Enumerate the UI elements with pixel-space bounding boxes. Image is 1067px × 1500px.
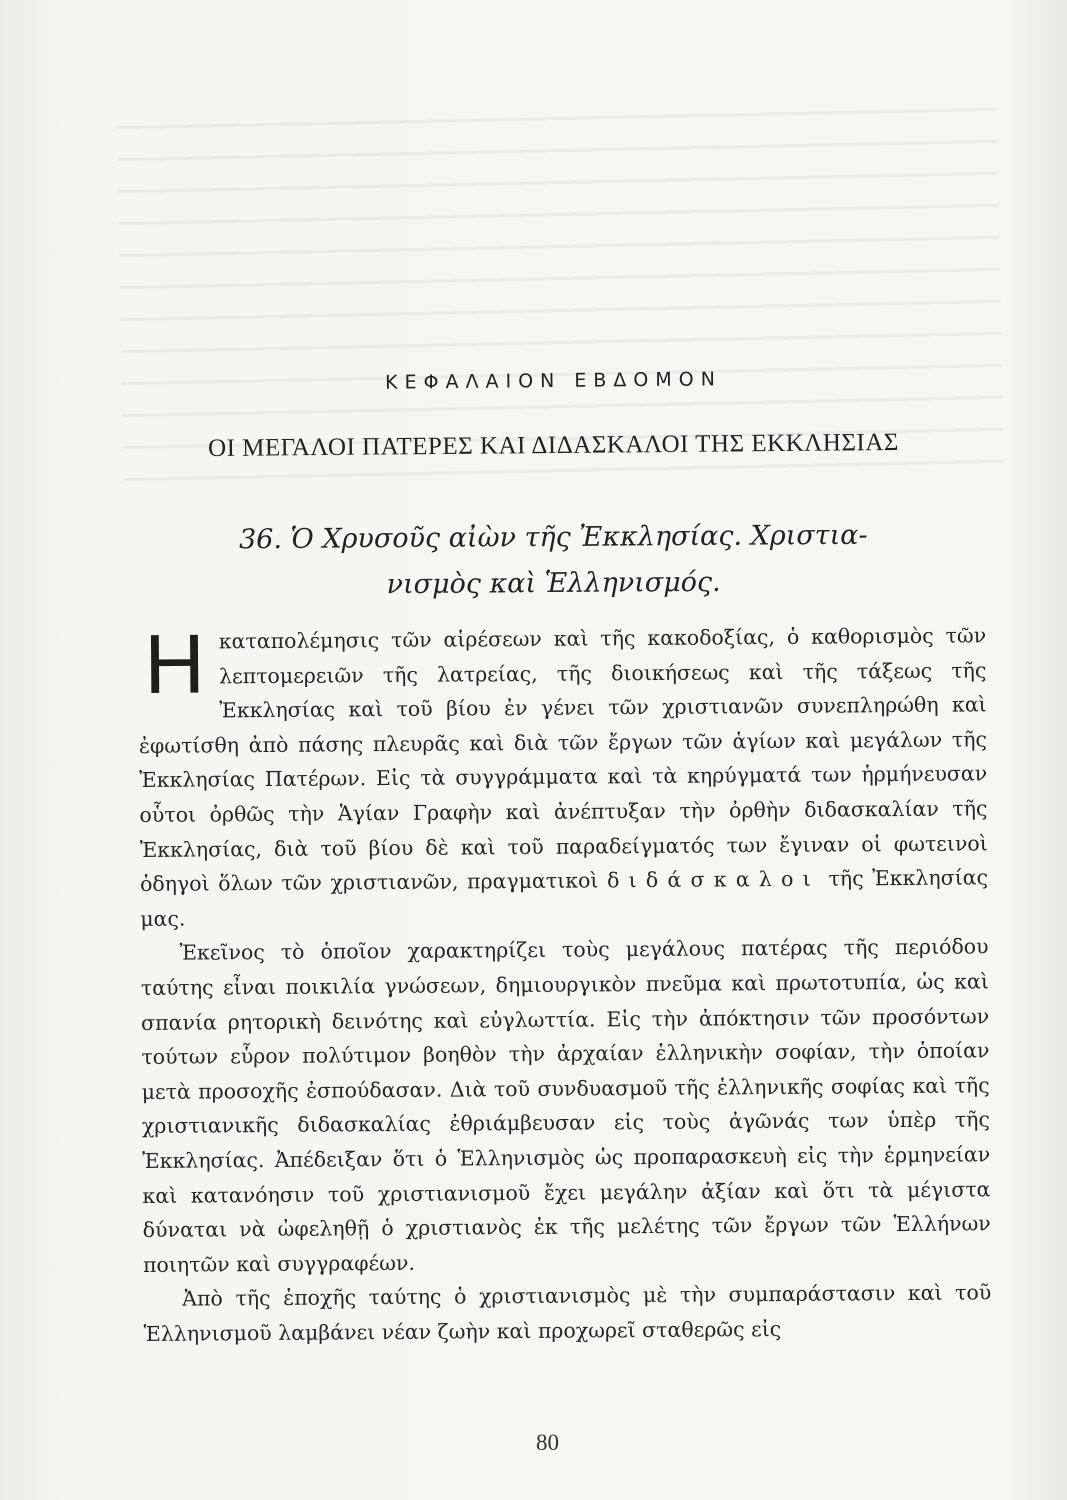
- chapter-label: ΚΕΦΑΛΑΙΟΝ ΕΒΔΟΜΟΝ: [385, 368, 722, 394]
- paragraph-1-text: καταπολέμησις τῶν αἱρέσεων καὶ τῆς κακοδοξίας, ὁ καθορισμὸς τῶν λεπτομερειῶν τῆς λατρείας, τῆς διοικήσεως καὶ τῆς τάξεως τῆς Ἐκκλησίας καὶ τοῦ βίου ἐν γένει τῶν χριστιανῶν συνεπληρώθη καὶ ἐφωτίσθη ἀπὸ πάσης πλευρᾶς καὶ διὰ τῶν ἔργων τῶν ἁγίων καὶ μεγάλων τῆς Ἐκκλησίας Πατέρων. Εἰς τὰ συγγράμματα καὶ τὰ κηρύγματά των ἡρμήνευσαν οὗτοι ὀρθῶς τὴν Ἁγίαν Γραφὴν καὶ ἀνέπτυξαν τὴν ὀρθὴν διδασκαλίαν τῆς Ἐκκλησίας, διὰ τοῦ βίου δὲ καὶ τοῦ παραδείγματός των ἔγιναν οἱ φωτεινοὶ ὁδηγοὶ ὅλων τῶν χριστιανῶν, πραγματικοὶ: [138, 623, 988, 897]
- section-heading-line-1: [20, 511, 1067, 564]
- body-text: [138, 618, 992, 1351]
- section-heading: [20, 511, 1067, 610]
- section-title-part-1: Ὁ Χρυσοῦς αἰὼν τῆς Ἐκκλησίας. Χριστια-: [290, 519, 868, 555]
- paragraph-3: Ἀπὸ τῆς ἐποχῆς ταύτης ὁ χριστιανισμὸς μὲ τὴν συμπαράστασιν καὶ τοῦ Ἑλληνισμοῦ λαμβάνει νέαν ζωὴν καὶ προχωρεῖ σταθερῶς εἰς: [143, 1280, 992, 1346]
- spaced-word: διδάσκαλοι: [606, 866, 820, 893]
- show-through-text: [116, 86, 1004, 484]
- paragraph-1: [138, 618, 988, 936]
- section-number: 36.: [238, 523, 283, 556]
- paragraph-1-end: τῆς Ἐκκλησίας μας.: [140, 865, 989, 931]
- section-title-part-2: νισμὸς καὶ Ἑλληνισμός.: [386, 566, 721, 601]
- page-number: 80: [536, 1430, 559, 1455]
- paragraph-2: Ἐκεῖνος τὸ ὁποῖον χαρακτηρίζει τοὺς μεγάλους πατέρας τῆς περιόδου ταύτης εἶναι ποικιλία γνώσεων, δημιουργικὸν πνεῦμα καὶ πρωτοτυπία, ὡς καὶ σπανία ρητορικὴ δεινότης καὶ εὐγλωττία. Εἰς τὴν ἀπόκτησιν τῶν προσόντων τούτων εὗρον πολύτιμον βοηθὸν τὴν ἀρχαίαν ἑλληνικὴν σοφίαν, τὴν ὁποίαν μετὰ προσοχῆς ἐσπούδασαν. Διὰ τοῦ συνδυασμοῦ τῆς ἑλληνικῆς σοφίας καὶ τῆς χριστιανικῆς διδασκαλίας ἐθριάμβευσαν εἰς τοὺς ἀγῶνάς των ὑπὲρ τῆς Ἐκκλησίας. Ἀπέδειξαν ὅτι ὁ Ἑλληνισμὸς ὡς προπαρασκευὴ εἰς τὴν ἑρμηνείαν καὶ κατανόησιν τοῦ χριστιανισμοῦ ἔχει μεγάλην ἀξίαν καὶ ὅτι τὰ μέγιστα δύναται νὰ ὠφεληθῇ ὁ χριστιανὸς ἐκ τῆς μελέτης τῶν ἔργων τῶν Ἑλλήνων ποιητῶν καὶ συγγραφέων.: [140, 934, 991, 1277]
- drop-cap: Η: [143, 616, 206, 711]
- chapter-title: ΟΙ ΜΕΓΑΛΟΙ ΠΑΤΕΡΕΣ ΚΑΙ ΔΙΔΑΣΚΑΛΟΙ ΤΗΣ ΕΚΚΛΗΣΙΑΣ: [207, 428, 900, 463]
